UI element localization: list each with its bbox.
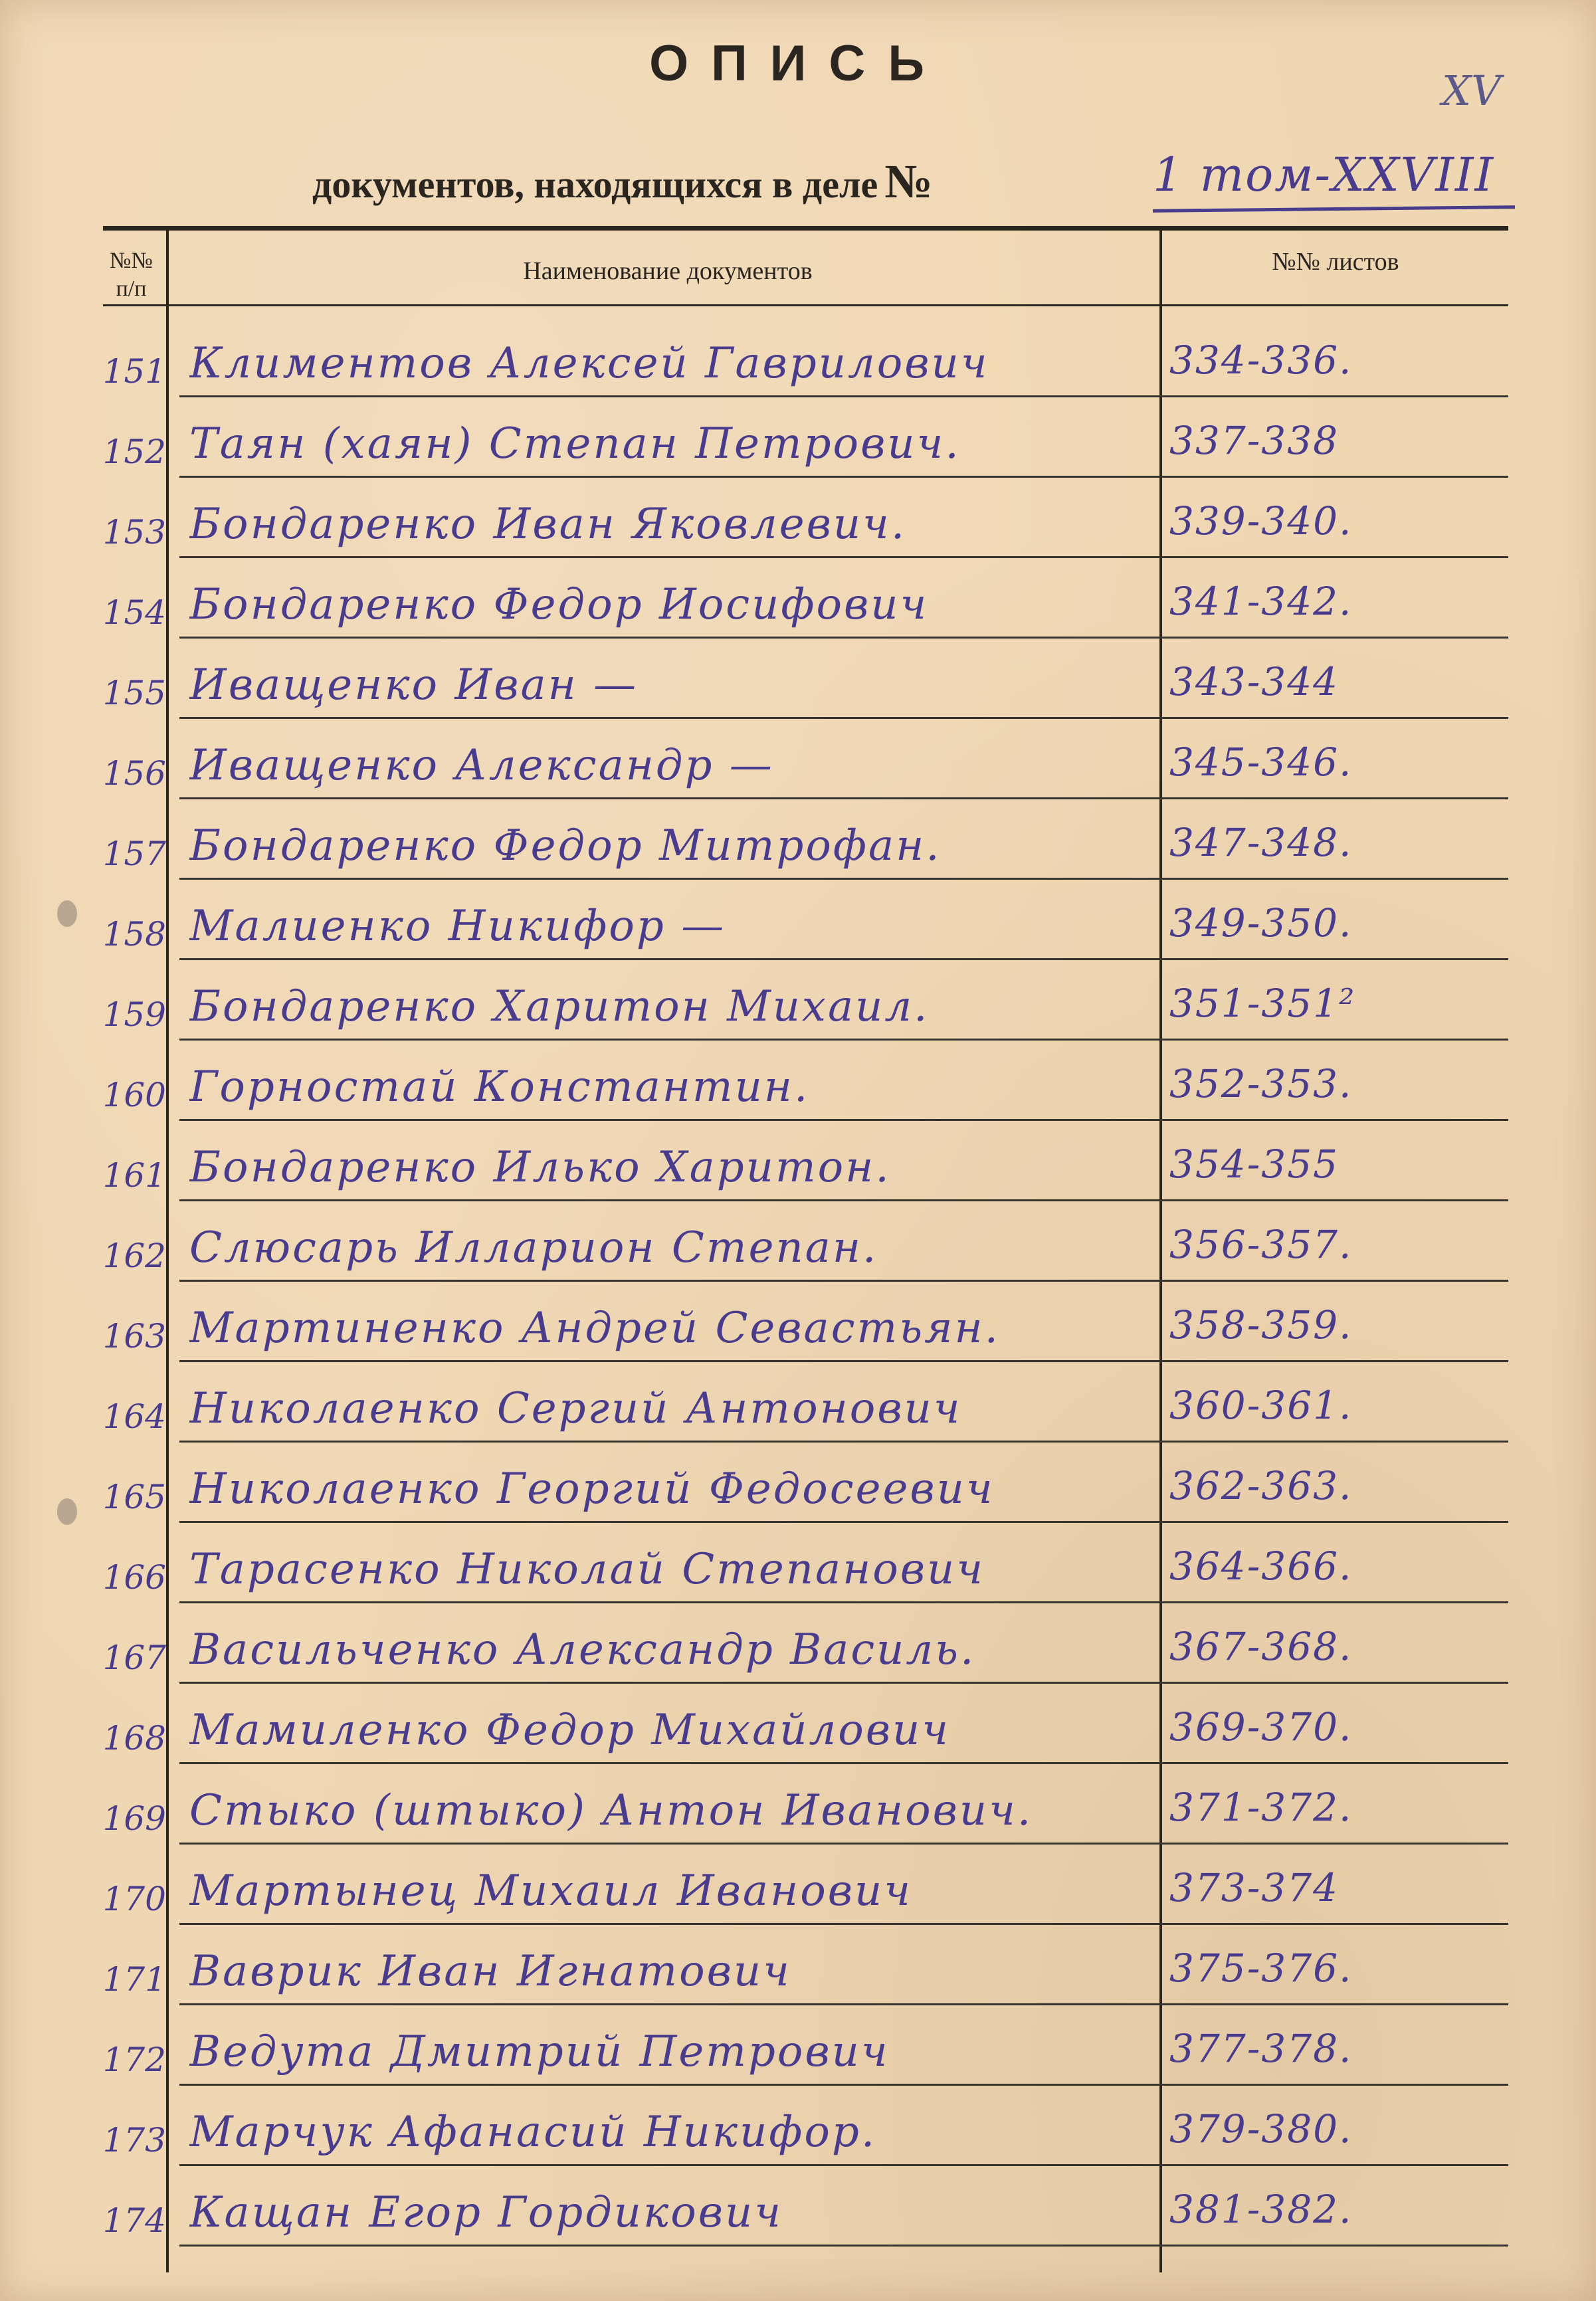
row-sheets: 341-342. — [1169, 579, 1353, 624]
row-number: 159 — [102, 995, 166, 1034]
row-number: 166 — [102, 1558, 166, 1597]
case-number-underline — [1153, 205, 1515, 213]
row-sheets: 351-351² — [1169, 981, 1356, 1026]
row-rule — [179, 1039, 1508, 1041]
row-sheets: 371-372. — [1169, 1785, 1353, 1830]
row-document-name: Таян (хаян) Степан Петрович. — [189, 419, 961, 468]
row-rule — [179, 1280, 1508, 1282]
row-rule — [179, 556, 1508, 558]
row-document-name: Слюсарь Илларион Степан. — [189, 1223, 878, 1272]
row-sheets: 334-336. — [1169, 338, 1353, 383]
row-sheets: 337-338 — [1169, 418, 1340, 463]
row-rule — [179, 1199, 1508, 1201]
row-number: 152 — [102, 433, 166, 471]
row-rule — [179, 2084, 1508, 2086]
row-rule — [179, 637, 1508, 639]
row-number: 172 — [102, 2041, 166, 2079]
row-number: 165 — [102, 1478, 166, 1516]
row-number: 161 — [102, 1156, 166, 1195]
row-rule — [179, 1762, 1508, 1764]
row-number: 162 — [102, 1237, 166, 1275]
number-sign: № — [884, 155, 933, 208]
row-document-name: Николаенко Сергий Антонович — [189, 1384, 962, 1433]
row-document-name: Бондаренко Федор Иосифович — [189, 580, 929, 629]
case-number: 1 том-XXVIII — [1153, 148, 1495, 202]
row-sheets: 352-353. — [1169, 1061, 1353, 1106]
row-number: 168 — [102, 1719, 166, 1757]
roman-numeral-mark: XV — [1442, 66, 1501, 115]
row-sheets: 362-363. — [1169, 1463, 1353, 1508]
row-document-name: Бондаренко Илько Харитон. — [189, 1143, 891, 1192]
row-number: 153 — [102, 513, 166, 551]
row-document-name: Малиенко Никифор — — [189, 902, 726, 951]
row-sheets: 375-376. — [1169, 1946, 1353, 1991]
row-number: 170 — [102, 1880, 166, 1918]
row-document-name: Мамиленко Федор Михайлович — [189, 1706, 951, 1755]
row-sheets: 356-357. — [1169, 1222, 1353, 1267]
row-sheets: 349-350. — [1169, 900, 1353, 946]
row-rule — [179, 476, 1508, 478]
row-document-name: Горностай Константин. — [189, 1062, 810, 1112]
row-number: 169 — [102, 1799, 166, 1838]
header-num: №№ п/п — [110, 249, 153, 301]
row-document-name: Бондаренко Иван Яковлевич. — [189, 500, 907, 549]
row-rule — [179, 797, 1508, 799]
row-number: 174 — [102, 2201, 166, 2240]
header-name: Наименование документов — [523, 257, 813, 285]
row-sheets: 339-340. — [1169, 498, 1353, 544]
row-rule — [179, 1843, 1508, 1845]
row-rule — [179, 1601, 1508, 1603]
row-document-name: Мартынец Михаил Иванович — [189, 1866, 912, 1916]
document-title: ОПИСЬ — [649, 35, 947, 92]
row-document-name: Васильченко Александр Василь. — [189, 1625, 976, 1674]
row-document-name: Николаенко Георгий Федосеевич — [189, 1464, 995, 1514]
row-document-name: Климентов Алексей Гаврилович — [189, 339, 989, 388]
row-sheets: 358-359. — [1169, 1302, 1353, 1348]
row-document-name: Кащан Егор Гордикович — [189, 2188, 783, 2237]
row-number: 164 — [102, 1397, 166, 1436]
document-subtitle — [312, 154, 933, 209]
row-sheets: 369-370. — [1169, 1704, 1353, 1750]
row-rule — [179, 395, 1508, 397]
row-rule — [179, 1682, 1508, 1684]
row-rule — [179, 2164, 1508, 2166]
subtitle-text: документов, находящихся в деле — [312, 163, 878, 206]
row-sheets: 373-374 — [1169, 1865, 1340, 1910]
row-document-name: Ведута Дмитрий Петрович — [189, 2027, 890, 2076]
row-number: 167 — [102, 1639, 166, 1677]
row-number: 151 — [102, 352, 166, 391]
row-rule — [179, 717, 1508, 719]
row-rule — [179, 1923, 1508, 1925]
row-number: 163 — [102, 1317, 166, 1355]
row-number: 158 — [102, 915, 166, 953]
row-document-name: Стыко (штыко) Антон Иванович. — [189, 1786, 1033, 1835]
row-document-name: Бондаренко Федор Митрофан. — [189, 821, 942, 870]
row-rule — [179, 2245, 1508, 2247]
row-document-name: Мартиненко Андрей Севастьян. — [189, 1304, 1000, 1353]
row-rule — [179, 1441, 1508, 1443]
row-rule — [179, 1360, 1508, 1362]
row-sheets: 367-368. — [1169, 1624, 1353, 1669]
row-sheets: 377-378. — [1169, 2026, 1353, 2071]
row-number: 156 — [102, 754, 166, 793]
row-document-name: Тарасенко Николай Степанович — [189, 1545, 985, 1594]
row-document-name: Иващенко Иван — — [189, 660, 639, 710]
row-number: 154 — [102, 593, 166, 632]
row-number: 155 — [102, 674, 166, 712]
row-sheets: 343-344 — [1169, 659, 1340, 704]
row-document-name: Бондаренко Харитон Михаил. — [189, 982, 930, 1031]
row-sheets: 381-382. — [1169, 2187, 1353, 2232]
row-sheets: 360-361. — [1169, 1383, 1353, 1428]
row-rule — [179, 1521, 1508, 1523]
row-rule — [179, 878, 1508, 880]
column-divider-num — [166, 229, 169, 2272]
row-sheets: 379-380. — [1169, 2106, 1353, 2151]
table-top-rule — [103, 226, 1508, 231]
row-number: 160 — [102, 1076, 166, 1114]
row-sheets: 364-366. — [1169, 1544, 1353, 1589]
row-number: 173 — [102, 2121, 166, 2159]
row-number: 157 — [102, 835, 166, 873]
row-sheets: 354-355 — [1169, 1142, 1340, 1187]
row-sheets: 345-346. — [1169, 740, 1353, 785]
row-sheets: 347-348. — [1169, 820, 1353, 865]
table-header-rule — [103, 304, 1508, 306]
row-document-name: Марчук Афанасий Никифор. — [189, 2108, 877, 2157]
row-rule — [179, 958, 1508, 960]
row-document-name: Ваврик Иван Игнатович — [189, 1947, 791, 1996]
row-number: 171 — [102, 1960, 166, 1999]
row-rule — [179, 2003, 1508, 2005]
row-rule — [179, 1119, 1508, 1121]
header-sheets: №№ листов — [1272, 248, 1399, 276]
row-document-name: Иващенко Александр — — [189, 741, 774, 790]
